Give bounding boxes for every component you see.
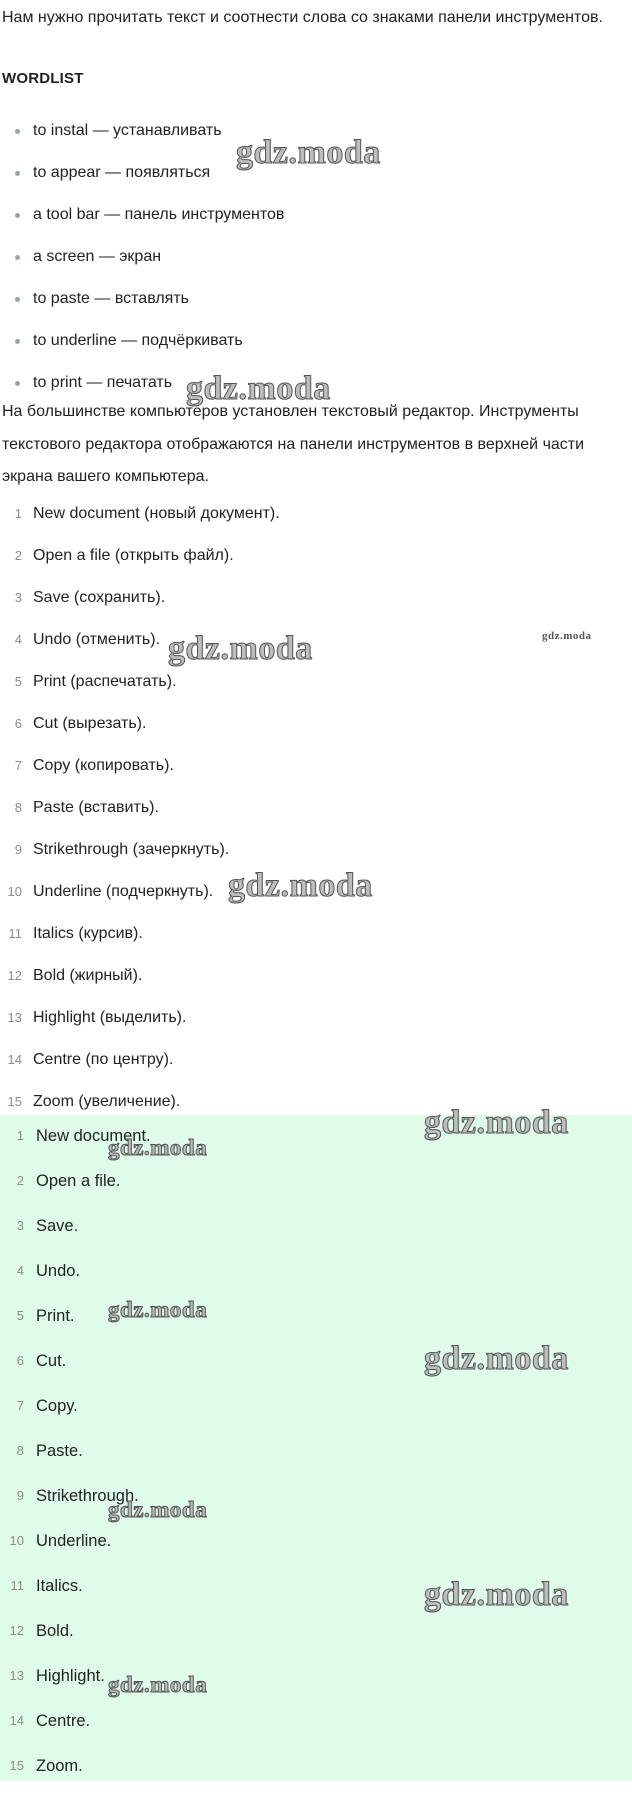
list-item [0, 1115, 632, 1160]
item-text: Cut. [36, 1352, 67, 1370]
list-item [0, 1295, 632, 1340]
list-item [0, 577, 632, 619]
item-number: 13 [7, 1010, 22, 1025]
list-item [0, 320, 632, 362]
item-number: 15 [9, 1758, 24, 1773]
bullet-icon [15, 339, 20, 344]
item-number: 10 [7, 884, 22, 899]
item-number: 6 [16, 1353, 24, 1368]
item-text: Highlight (выделить). [33, 1009, 187, 1026]
item-number: 9 [16, 1488, 24, 1503]
bullet-icon [15, 129, 20, 134]
item-number: 12 [7, 968, 22, 983]
list-item [0, 1700, 632, 1745]
list-item [0, 787, 632, 829]
watermark: gdz.moda [108, 1672, 208, 1697]
item-text: Paste. [36, 1442, 83, 1460]
list-item [0, 955, 632, 997]
main-text: На большинстве компьютеров установлен текстовый редактор. Инструменты текстового редактора отображаются на панели инструментов в верхней части экрана вашего компьютера. [2, 403, 585, 485]
item-text: Open a file. [36, 1172, 121, 1190]
item-number: 2 [16, 1173, 24, 1188]
bullet-icon [15, 213, 20, 218]
list-item [0, 829, 632, 871]
item-text: Print. [36, 1307, 75, 1325]
item-number: 9 [14, 842, 22, 857]
list-item [0, 236, 632, 278]
list-item-text: to underline — подчёркивать [33, 332, 243, 349]
list-item [0, 110, 632, 152]
item-text: Centre (по центру). [33, 1051, 174, 1068]
list-item-text: to paste — вставлять [33, 290, 189, 307]
list-item-text: to appear — появляться [33, 164, 211, 181]
answer-block [0, 1115, 632, 1781]
list-item [0, 493, 632, 535]
item-number: 3 [16, 1218, 24, 1233]
item-text: Centre. [36, 1712, 91, 1730]
item-text: Save. [36, 1217, 79, 1235]
bullet-icon [15, 255, 20, 260]
item-text: Copy. [36, 1397, 78, 1415]
wordlist [0, 110, 632, 404]
watermark: gdz.moda [108, 1497, 208, 1522]
watermark: gdz.moda [236, 134, 381, 171]
item-number: 12 [9, 1623, 24, 1638]
list-item [0, 1565, 632, 1610]
intro-text: Нам нужно прочитать текст и соотнести слова со знаками панели инструментов. [2, 9, 603, 26]
watermark: gdz.moda [228, 867, 373, 904]
item-text: Bold (жирный). [33, 967, 143, 984]
item-number: 8 [14, 800, 22, 815]
watermark: gdz.moda [542, 630, 592, 642]
item-text: New document (новый документ). [33, 505, 280, 522]
item-number: 2 [14, 548, 22, 563]
list-item [0, 1745, 632, 1790]
answers-list [0, 1115, 632, 1790]
list-item [0, 194, 632, 236]
list-item [0, 1475, 632, 1520]
item-number: 6 [14, 716, 22, 731]
item-number: 4 [16, 1263, 24, 1278]
list-item [0, 1340, 632, 1385]
item-number: 15 [7, 1094, 22, 1109]
item-text: New document. [36, 1127, 151, 1145]
list-item [0, 152, 632, 194]
list-item [0, 1520, 632, 1565]
item-text: Italics (курсив). [33, 925, 143, 942]
item-number: 7 [14, 758, 22, 773]
list-item-text: to instal — устанавливать [33, 122, 222, 139]
list-item [0, 535, 632, 577]
item-text: Underline. [36, 1532, 112, 1550]
item-number: 8 [16, 1443, 24, 1458]
item-text: Underline (подчеркнуть). [33, 883, 214, 900]
item-text: Paste (вставить). [33, 799, 159, 816]
item-text: Zoom (увеличение). [33, 1093, 181, 1110]
item-number: 4 [14, 632, 22, 647]
item-text: Strikethrough. [36, 1487, 139, 1505]
bullet-icon [15, 381, 20, 386]
list-item [0, 745, 632, 787]
item-number: 5 [14, 674, 22, 689]
list-item [0, 278, 632, 320]
item-number: 11 [10, 1578, 24, 1593]
item-text: Undo (отменить). [33, 631, 161, 648]
list-item-text: a screen — экран [33, 248, 162, 265]
item-number: 10 [9, 1533, 24, 1548]
item-text: Save (сохранить). [33, 589, 166, 606]
item-text: Print (распечатать). [33, 673, 177, 690]
list-item [0, 1385, 632, 1430]
item-text: Strikethrough (зачеркнуть). [33, 841, 230, 858]
item-number: 7 [16, 1398, 24, 1413]
item-text: Zoom. [36, 1757, 83, 1775]
bullet-icon [15, 297, 20, 302]
list-item [0, 913, 632, 955]
item-number: 13 [9, 1668, 24, 1683]
list-item-text: a tool bar — панель инструментов [33, 206, 285, 223]
list-item [0, 619, 632, 661]
list-item [0, 871, 632, 913]
watermark: gdz.moda [424, 1576, 569, 1613]
list-item [0, 661, 632, 703]
wordlist-heading: WORDLIST [2, 70, 84, 87]
item-text: Italics. [36, 1577, 83, 1595]
list-item [0, 1250, 632, 1295]
item-number: 3 [14, 590, 22, 605]
item-number: 14 [9, 1713, 24, 1728]
item-text: Bold. [36, 1622, 74, 1640]
list-item-text: to print — печатать [33, 374, 173, 391]
tools-list [0, 493, 632, 1123]
list-item [0, 1430, 632, 1475]
item-number: 14 [7, 1052, 22, 1067]
bullet-icon [15, 171, 20, 176]
item-text: Highlight. [36, 1667, 105, 1685]
item-number: 1 [14, 506, 22, 521]
item-text: Open a file (открыть файл). [33, 547, 234, 564]
watermark: gdz.moda [186, 370, 331, 407]
watermark: gdz.moda [108, 1297, 208, 1322]
list-item [0, 997, 632, 1039]
watermark: gdz.moda [168, 630, 313, 667]
list-item [0, 1655, 632, 1700]
item-number: 1 [16, 1128, 24, 1143]
item-text: Copy (копировать). [33, 757, 174, 774]
list-item [0, 1160, 632, 1205]
watermark: gdz.moda [108, 1135, 208, 1160]
item-number: 11 [8, 926, 22, 941]
item-text: Cut (вырезать). [33, 715, 147, 732]
item-text: Undo. [36, 1262, 81, 1280]
item-number: 5 [16, 1308, 24, 1323]
list-item [0, 1039, 632, 1081]
list-item [0, 703, 632, 745]
watermark: gdz.moda [424, 1104, 569, 1141]
list-item [0, 1205, 632, 1250]
list-item [0, 1610, 632, 1655]
watermark: gdz.moda [424, 1340, 569, 1377]
